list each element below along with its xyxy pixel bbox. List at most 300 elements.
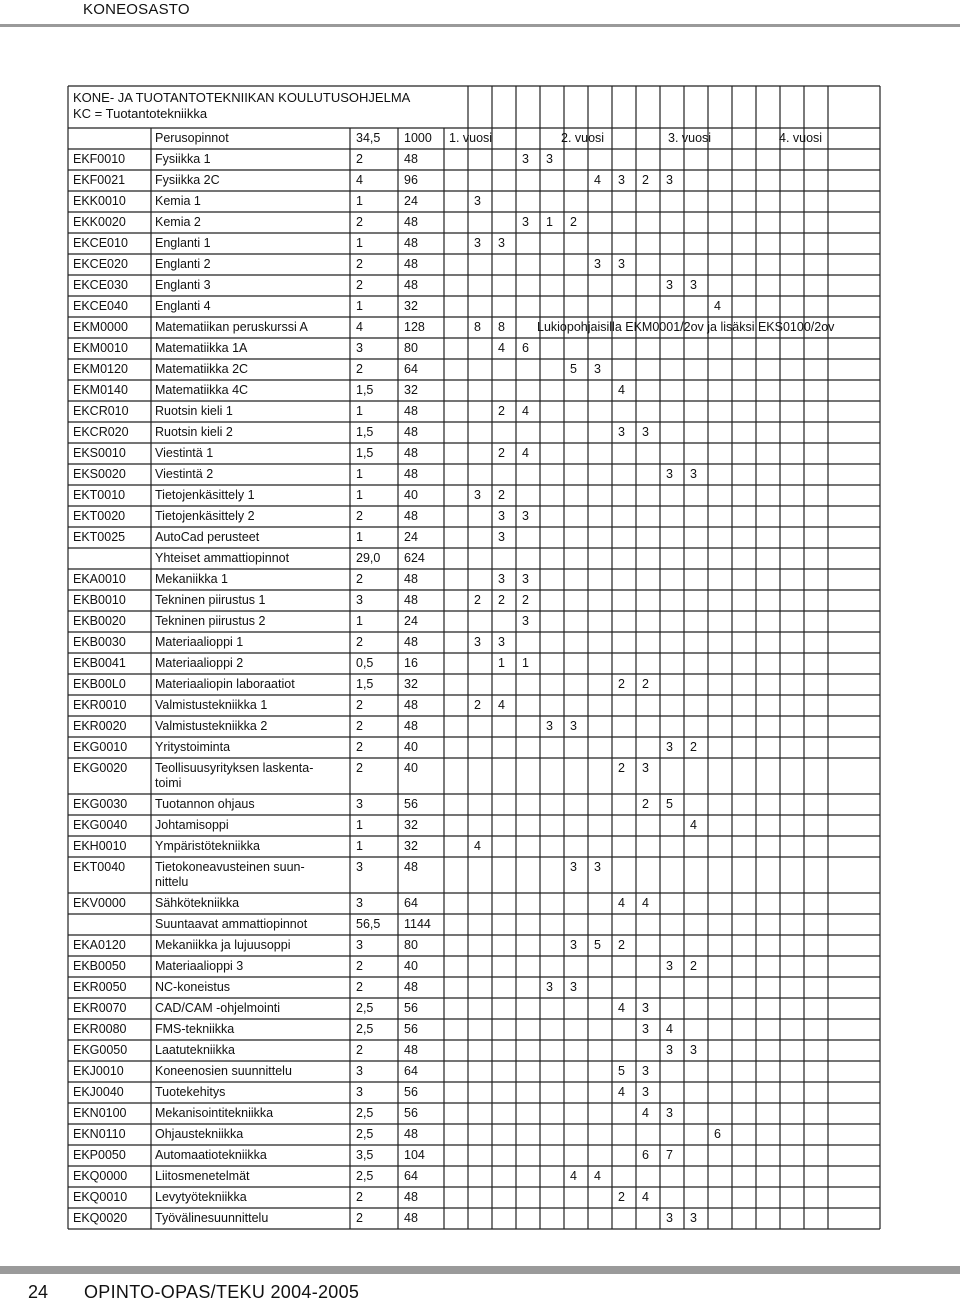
period-value: 4	[666, 1022, 673, 1036]
course-hours: 16	[404, 656, 418, 670]
course-code: EKN0110	[73, 1127, 126, 1141]
course-credits: 56,5	[356, 917, 381, 931]
period-value: 2	[474, 593, 481, 607]
course-name: FMS-tekniikka	[155, 1022, 235, 1036]
period-value: 3	[666, 1211, 673, 1225]
period-value: 3	[618, 173, 625, 187]
course-credits: 2	[356, 1043, 363, 1057]
course-code: EKB00L0	[73, 677, 126, 691]
course-credits: 3	[356, 797, 363, 811]
course-code: EKCE030	[73, 278, 128, 292]
course-code: EKM0000	[73, 320, 128, 334]
period-value: 5	[618, 1064, 625, 1078]
period-value: 2	[498, 404, 505, 418]
course-name: Matematiikan peruskurssi A	[155, 320, 308, 334]
period-value: 3	[522, 152, 529, 166]
course-hours: 48	[404, 1190, 418, 1204]
course-credits: 2	[356, 572, 363, 586]
period-value: 3	[666, 1106, 673, 1120]
course-name: Fysiikka 2C	[155, 173, 220, 187]
course-hours: 64	[404, 1169, 418, 1183]
period-value: 3	[498, 635, 505, 649]
period-value: 1	[522, 656, 529, 670]
course-code: EKT0010	[73, 488, 126, 502]
course-credits: 3	[356, 341, 363, 355]
course-code: EKQ0000	[73, 1169, 128, 1183]
course-code: EKCR020	[73, 425, 129, 439]
course-credits: 4	[356, 173, 363, 187]
course-code: EKB0020	[73, 614, 126, 628]
period-value: 4	[522, 404, 529, 418]
course-name: Materiaaliopin laboraatiot	[155, 677, 295, 691]
period-value: 2	[474, 698, 481, 712]
period-value: 2	[690, 959, 697, 973]
period-value: 4	[594, 173, 601, 187]
course-code: EKCE040	[73, 299, 128, 313]
course-hours: 56	[404, 797, 418, 811]
course-name: Matematiikka 4C	[155, 383, 249, 397]
course-credits: 2	[356, 761, 363, 775]
course-name: Fysiikka 1	[155, 152, 211, 166]
course-code: EKB0050	[73, 959, 126, 973]
course-credits: 2	[356, 278, 363, 292]
course-hours: 40	[404, 488, 418, 502]
period-value: 3	[498, 236, 505, 250]
header-ov-total: 34,5	[356, 131, 381, 145]
course-hours: 24	[404, 530, 418, 544]
period-value: 6	[522, 341, 529, 355]
course-credits: 1	[356, 488, 363, 502]
course-name: Mekaniikka 1	[155, 572, 228, 586]
period-value: 5	[570, 362, 577, 376]
course-code: EKCE020	[73, 257, 128, 271]
period-value: 3	[570, 860, 577, 874]
course-hours: 48	[404, 467, 418, 481]
course-code: EKR0010	[73, 698, 127, 712]
course-name: Englanti 2	[155, 257, 211, 271]
course-code: EKR0070	[73, 1001, 127, 1015]
period-value: 3	[642, 425, 649, 439]
course-name: Tekninen piirustus 2	[155, 614, 266, 628]
course-credits: 2	[356, 362, 363, 376]
course-name: Kemia 2	[155, 215, 201, 229]
period-value: 5	[666, 797, 673, 811]
course-hours: 48	[404, 719, 418, 733]
course-credits: 1	[356, 299, 363, 313]
course-hours: 48	[404, 980, 418, 994]
period-value: 2	[570, 215, 577, 229]
period-value: 3	[642, 1001, 649, 1015]
course-hours: 40	[404, 740, 418, 754]
page-number: 24	[28, 1282, 49, 1302]
course-name: Yritystoiminta	[155, 740, 231, 754]
period-value: 3	[642, 761, 649, 775]
course-code: EKB0030	[73, 635, 126, 649]
course-hours: 32	[404, 677, 418, 691]
period-value: 3	[522, 215, 529, 229]
course-name: Laatutekniikka	[155, 1043, 235, 1057]
course-code: EKF0010	[73, 152, 126, 166]
course-name: Materiaalioppi 1	[155, 635, 244, 649]
course-code: EKA0010	[73, 572, 126, 586]
course-name: Englanti 3	[155, 278, 211, 292]
course-code: EKA0120	[73, 938, 126, 952]
course-hours: 96	[404, 173, 418, 187]
period-value: 2	[690, 740, 697, 754]
course-hours: 48	[404, 425, 418, 439]
period-value: 4	[690, 818, 697, 832]
course-name: Tuotekehitys	[155, 1085, 226, 1099]
course-name: Englanti 1	[155, 236, 211, 250]
course-name: AutoCad perusteet	[155, 530, 260, 544]
course-code: EKM0120	[73, 362, 128, 376]
period-value: 3	[474, 635, 481, 649]
course-hours: 24	[404, 614, 418, 628]
course-hours: 32	[404, 299, 418, 313]
period-value: 2	[498, 593, 505, 607]
course-code: EKP0050	[73, 1148, 126, 1162]
course-credits: 3	[356, 896, 363, 910]
course-hours: 56	[404, 1106, 418, 1120]
header-year-3: 3. vuosi	[668, 131, 712, 145]
course-credits: 3	[356, 1064, 363, 1078]
period-value: 3	[642, 1085, 649, 1099]
section-title: KONEOSASTO	[83, 1, 190, 18]
course-credits: 29,0	[356, 551, 381, 565]
period-value: 3	[594, 362, 601, 376]
period-value: 4	[618, 1085, 625, 1099]
period-value: 3	[522, 614, 529, 628]
course-name: Koneenosien suunnittelu	[155, 1064, 292, 1078]
period-value: 4	[498, 698, 505, 712]
course-name: Materiaalioppi 3	[155, 959, 244, 973]
header-section-name: Perusopinnot	[155, 131, 229, 145]
course-hours: 48	[404, 1211, 418, 1225]
course-hours: 24	[404, 194, 418, 208]
period-value: 4	[642, 896, 649, 910]
period-value: 2	[618, 938, 625, 952]
program-subtitle: KC = Tuotantotekniikka	[73, 106, 208, 121]
course-name: Englanti 4	[155, 299, 211, 313]
course-name: Ruotsin kieli 1	[155, 404, 233, 418]
period-value: 3	[498, 572, 505, 586]
course-credits: 1	[356, 194, 363, 208]
course-credits: 3	[356, 938, 363, 952]
course-credits: 2	[356, 1211, 363, 1225]
course-hours: 104	[404, 1148, 425, 1162]
period-value: 3	[594, 257, 601, 271]
course-credits: 1	[356, 818, 363, 832]
course-name: Tietojenkäsittely 1	[155, 488, 255, 502]
course-hours: 48	[404, 152, 418, 166]
course-hours: 80	[404, 938, 418, 952]
period-value: 3	[570, 938, 577, 952]
period-value: 2	[642, 677, 649, 691]
period-value: 4	[714, 299, 721, 313]
period-value: 4	[522, 446, 529, 460]
course-name: Tietojenkäsittely 2	[155, 509, 255, 523]
course-credits: 2,5	[356, 1022, 374, 1036]
course-credits: 4	[356, 320, 363, 334]
course-code: EKK0010	[73, 194, 126, 208]
course-name: Ympäristötekniikka	[155, 839, 260, 853]
period-value: 1	[498, 656, 505, 670]
course-code: EKT0040	[73, 860, 126, 874]
course-name: Mekanisointitekniikka	[155, 1106, 274, 1120]
period-value: 2	[618, 761, 625, 775]
course-credits: 3	[356, 860, 363, 874]
course-code: EKH0010	[73, 839, 127, 853]
period-value: 3	[666, 740, 673, 754]
course-hours: 48	[404, 593, 418, 607]
course-credits: 2,5	[356, 1169, 374, 1183]
course-name: CAD/CAM -ohjelmointi	[155, 1001, 281, 1015]
period-value: 3	[498, 509, 505, 523]
course-code: EKR0020	[73, 719, 127, 733]
period-value: 2	[498, 488, 505, 502]
course-code: EKG0050	[73, 1043, 128, 1057]
course-hours: 56	[404, 1001, 418, 1015]
period-value: 8	[498, 320, 505, 334]
course-code: EKT0025	[73, 530, 126, 544]
course-credits: 3	[356, 593, 363, 607]
course-hours: 80	[404, 341, 418, 355]
period-value: 3	[546, 152, 553, 166]
course-credits: 2,5	[356, 1127, 374, 1141]
course-code: EKF0021	[73, 173, 126, 187]
period-value: 2	[618, 1190, 625, 1204]
period-value: 3	[666, 173, 673, 187]
course-code: EKCE010	[73, 236, 128, 250]
course-hours: 32	[404, 839, 418, 853]
course-code: EKM0010	[73, 341, 128, 355]
header-hours-total: 1000	[404, 131, 432, 145]
period-value: 2	[642, 797, 649, 811]
course-credits: 1	[356, 404, 363, 418]
period-value: 4	[642, 1106, 649, 1120]
course-credits: 2	[356, 509, 363, 523]
course-code: EKQ0020	[73, 1211, 128, 1225]
period-value: 3	[690, 278, 697, 292]
course-name: Kemia 1	[155, 194, 201, 208]
course-code: EKK0020	[73, 215, 126, 229]
period-value: 3	[474, 236, 481, 250]
course-code: EKQ0010	[73, 1190, 128, 1204]
period-value: 3	[474, 488, 481, 502]
period-value: 3	[570, 980, 577, 994]
course-name: Tuotannon ohjaus	[155, 797, 255, 811]
period-value: 3	[522, 509, 529, 523]
period-value: 3	[546, 980, 553, 994]
course-credits: 1,5	[356, 425, 374, 439]
course-credits: 2	[356, 215, 363, 229]
course-hours: 48	[404, 572, 418, 586]
course-hours: 64	[404, 362, 418, 376]
course-name: Liitosmenetelmät	[155, 1169, 250, 1183]
course-code: EKJ0040	[73, 1085, 124, 1099]
course-name: Ohjaustekniikka	[155, 1127, 244, 1141]
course-credits: 1,5	[356, 383, 374, 397]
course-code: EKR0080	[73, 1022, 127, 1036]
period-value: 4	[618, 896, 625, 910]
course-hours: 48	[404, 698, 418, 712]
course-credits: 3,5	[356, 1148, 374, 1162]
course-name: Tietokoneavusteinen suun- nittelu	[155, 860, 305, 889]
course-hours: 624	[404, 551, 425, 565]
course-credits: 1	[356, 839, 363, 853]
course-credits: 2,5	[356, 1106, 374, 1120]
course-hours: 48	[404, 1127, 418, 1141]
period-value: 4	[474, 839, 481, 853]
course-credits: 0,5	[356, 656, 374, 670]
period-value: 7	[666, 1148, 673, 1162]
course-credits: 3	[356, 1085, 363, 1099]
course-hours: 48	[404, 446, 418, 460]
period-value: 3	[618, 425, 625, 439]
period-value: 3	[666, 467, 673, 481]
course-name: Työvälinesuunnittelu	[155, 1211, 269, 1225]
period-value: 3	[618, 257, 625, 271]
course-code: EKN0100	[73, 1106, 127, 1120]
course-credits: 2	[356, 1190, 363, 1204]
period-value: 4	[618, 383, 625, 397]
course-hours: 48	[404, 404, 418, 418]
period-value: 5	[594, 938, 601, 952]
course-name: Viestintä 2	[155, 467, 214, 481]
period-value: 3	[642, 1022, 649, 1036]
course-name: Matematiikka 1A	[155, 341, 248, 355]
course-hours: 48	[404, 236, 418, 250]
course-code: EKG0020	[73, 761, 128, 775]
course-name: Suuntaavat ammattiopinnot	[155, 917, 308, 931]
course-note: Lukiopohjaisilla EKM0001/2ov ja lisäksi EKS0100/2ov	[537, 320, 835, 334]
period-value: 3	[498, 530, 505, 544]
course-credits: 2	[356, 959, 363, 973]
course-hours: 48	[404, 215, 418, 229]
period-value: 3	[546, 719, 553, 733]
course-name: Johtamisoppi	[155, 818, 229, 832]
course-code: EKV0000	[73, 896, 126, 910]
period-value: 8	[474, 320, 481, 334]
period-value: 4	[618, 1001, 625, 1015]
course-name: Yhteiset ammattiopinnot	[155, 551, 290, 565]
course-name: Materiaalioppi 2	[155, 656, 244, 670]
period-value: 3	[690, 467, 697, 481]
course-credits: 1	[356, 530, 363, 544]
course-code: EKB0041	[73, 656, 126, 670]
course-code: EKM0140	[73, 383, 128, 397]
period-value: 2	[618, 677, 625, 691]
period-value: 3	[642, 1064, 649, 1078]
program-title: KONE- JA TUOTANTOTEKNIIKAN KOULUTUSOHJELMA	[73, 90, 411, 105]
course-code: EKS0010	[73, 446, 126, 460]
course-hours: 48	[404, 278, 418, 292]
course-hours: 40	[404, 959, 418, 973]
course-hours: 64	[404, 1064, 418, 1078]
period-value: 3	[666, 959, 673, 973]
course-code: EKS0020	[73, 467, 126, 481]
period-value: 3	[474, 194, 481, 208]
course-credits: 2	[356, 152, 363, 166]
course-code: EKG0010	[73, 740, 128, 754]
period-value: 4	[498, 341, 505, 355]
course-credits: 2	[356, 740, 363, 754]
course-credits: 2	[356, 257, 363, 271]
period-value: 3	[522, 572, 529, 586]
header-year-2: 2. vuosi	[561, 131, 605, 145]
period-value: 3	[666, 278, 673, 292]
course-hours: 48	[404, 1043, 418, 1057]
course-credits: 1	[356, 614, 363, 628]
course-name: Automaatiotekniikka	[155, 1148, 267, 1162]
footer-title: OPINTO-OPAS/TEKU 2004-2005	[84, 1282, 360, 1302]
period-value: 1	[546, 215, 553, 229]
course-name: Mekaniikka ja lujuusoppi	[155, 938, 291, 952]
course-credits: 1,5	[356, 446, 374, 460]
period-value: 2	[642, 173, 649, 187]
period-value: 3	[570, 719, 577, 733]
course-name: Levytyötekniikka	[155, 1190, 247, 1204]
course-name: Matematiikka 2C	[155, 362, 249, 376]
course-hours: 1144	[404, 917, 431, 931]
course-credits: 2	[356, 635, 363, 649]
period-value: 2	[498, 446, 505, 460]
period-value: 3	[594, 860, 601, 874]
period-value: 6	[642, 1148, 649, 1162]
period-value: 2	[522, 593, 529, 607]
period-value: 6	[714, 1127, 721, 1141]
period-value: 3	[666, 1043, 673, 1057]
course-hours: 64	[404, 896, 418, 910]
course-code: EKG0040	[73, 818, 128, 832]
course-credits: 1,5	[356, 677, 374, 691]
course-name: NC-koneistus	[155, 980, 231, 994]
period-value: 4	[594, 1169, 601, 1183]
course-hours: 56	[404, 1085, 418, 1099]
course-name: Teollisuusyrityksen laskenta- toimi	[155, 761, 314, 790]
course-credits: 1	[356, 236, 363, 250]
course-hours: 128	[404, 320, 425, 334]
period-value: 3	[690, 1211, 697, 1225]
course-credits: 1	[356, 467, 363, 481]
period-value: 4	[642, 1190, 649, 1204]
course-code: EKT0020	[73, 509, 126, 523]
course-hours: 48	[404, 860, 418, 874]
period-value: 3	[690, 1043, 697, 1057]
course-name: Tekninen piirustus 1	[155, 593, 266, 607]
course-hours: 48	[404, 635, 418, 649]
course-name: Valmistustekniikka 2	[155, 719, 268, 733]
course-code: EKB0010	[73, 593, 126, 607]
course-code: EKJ0010	[73, 1064, 124, 1078]
course-code: EKG0030	[73, 797, 128, 811]
course-credits: 2	[356, 719, 363, 733]
course-credits: 2	[356, 980, 363, 994]
course-code: EKR0050	[73, 980, 127, 994]
course-name: Sähkötekniikka	[155, 896, 240, 910]
course-code: EKCR010	[73, 404, 129, 418]
course-hours: 32	[404, 818, 418, 832]
course-name: Viestintä 1	[155, 446, 214, 460]
course-credits: 2	[356, 698, 363, 712]
course-name: Valmistustekniikka 1	[155, 698, 268, 712]
course-hours: 48	[404, 509, 418, 523]
period-value: 4	[570, 1169, 577, 1183]
course-credits: 2,5	[356, 1001, 374, 1015]
course-name: Ruotsin kieli 2	[155, 425, 233, 439]
header-year-4: 4. vuosi	[779, 131, 823, 145]
header-year-1: 1. vuosi	[449, 131, 493, 145]
